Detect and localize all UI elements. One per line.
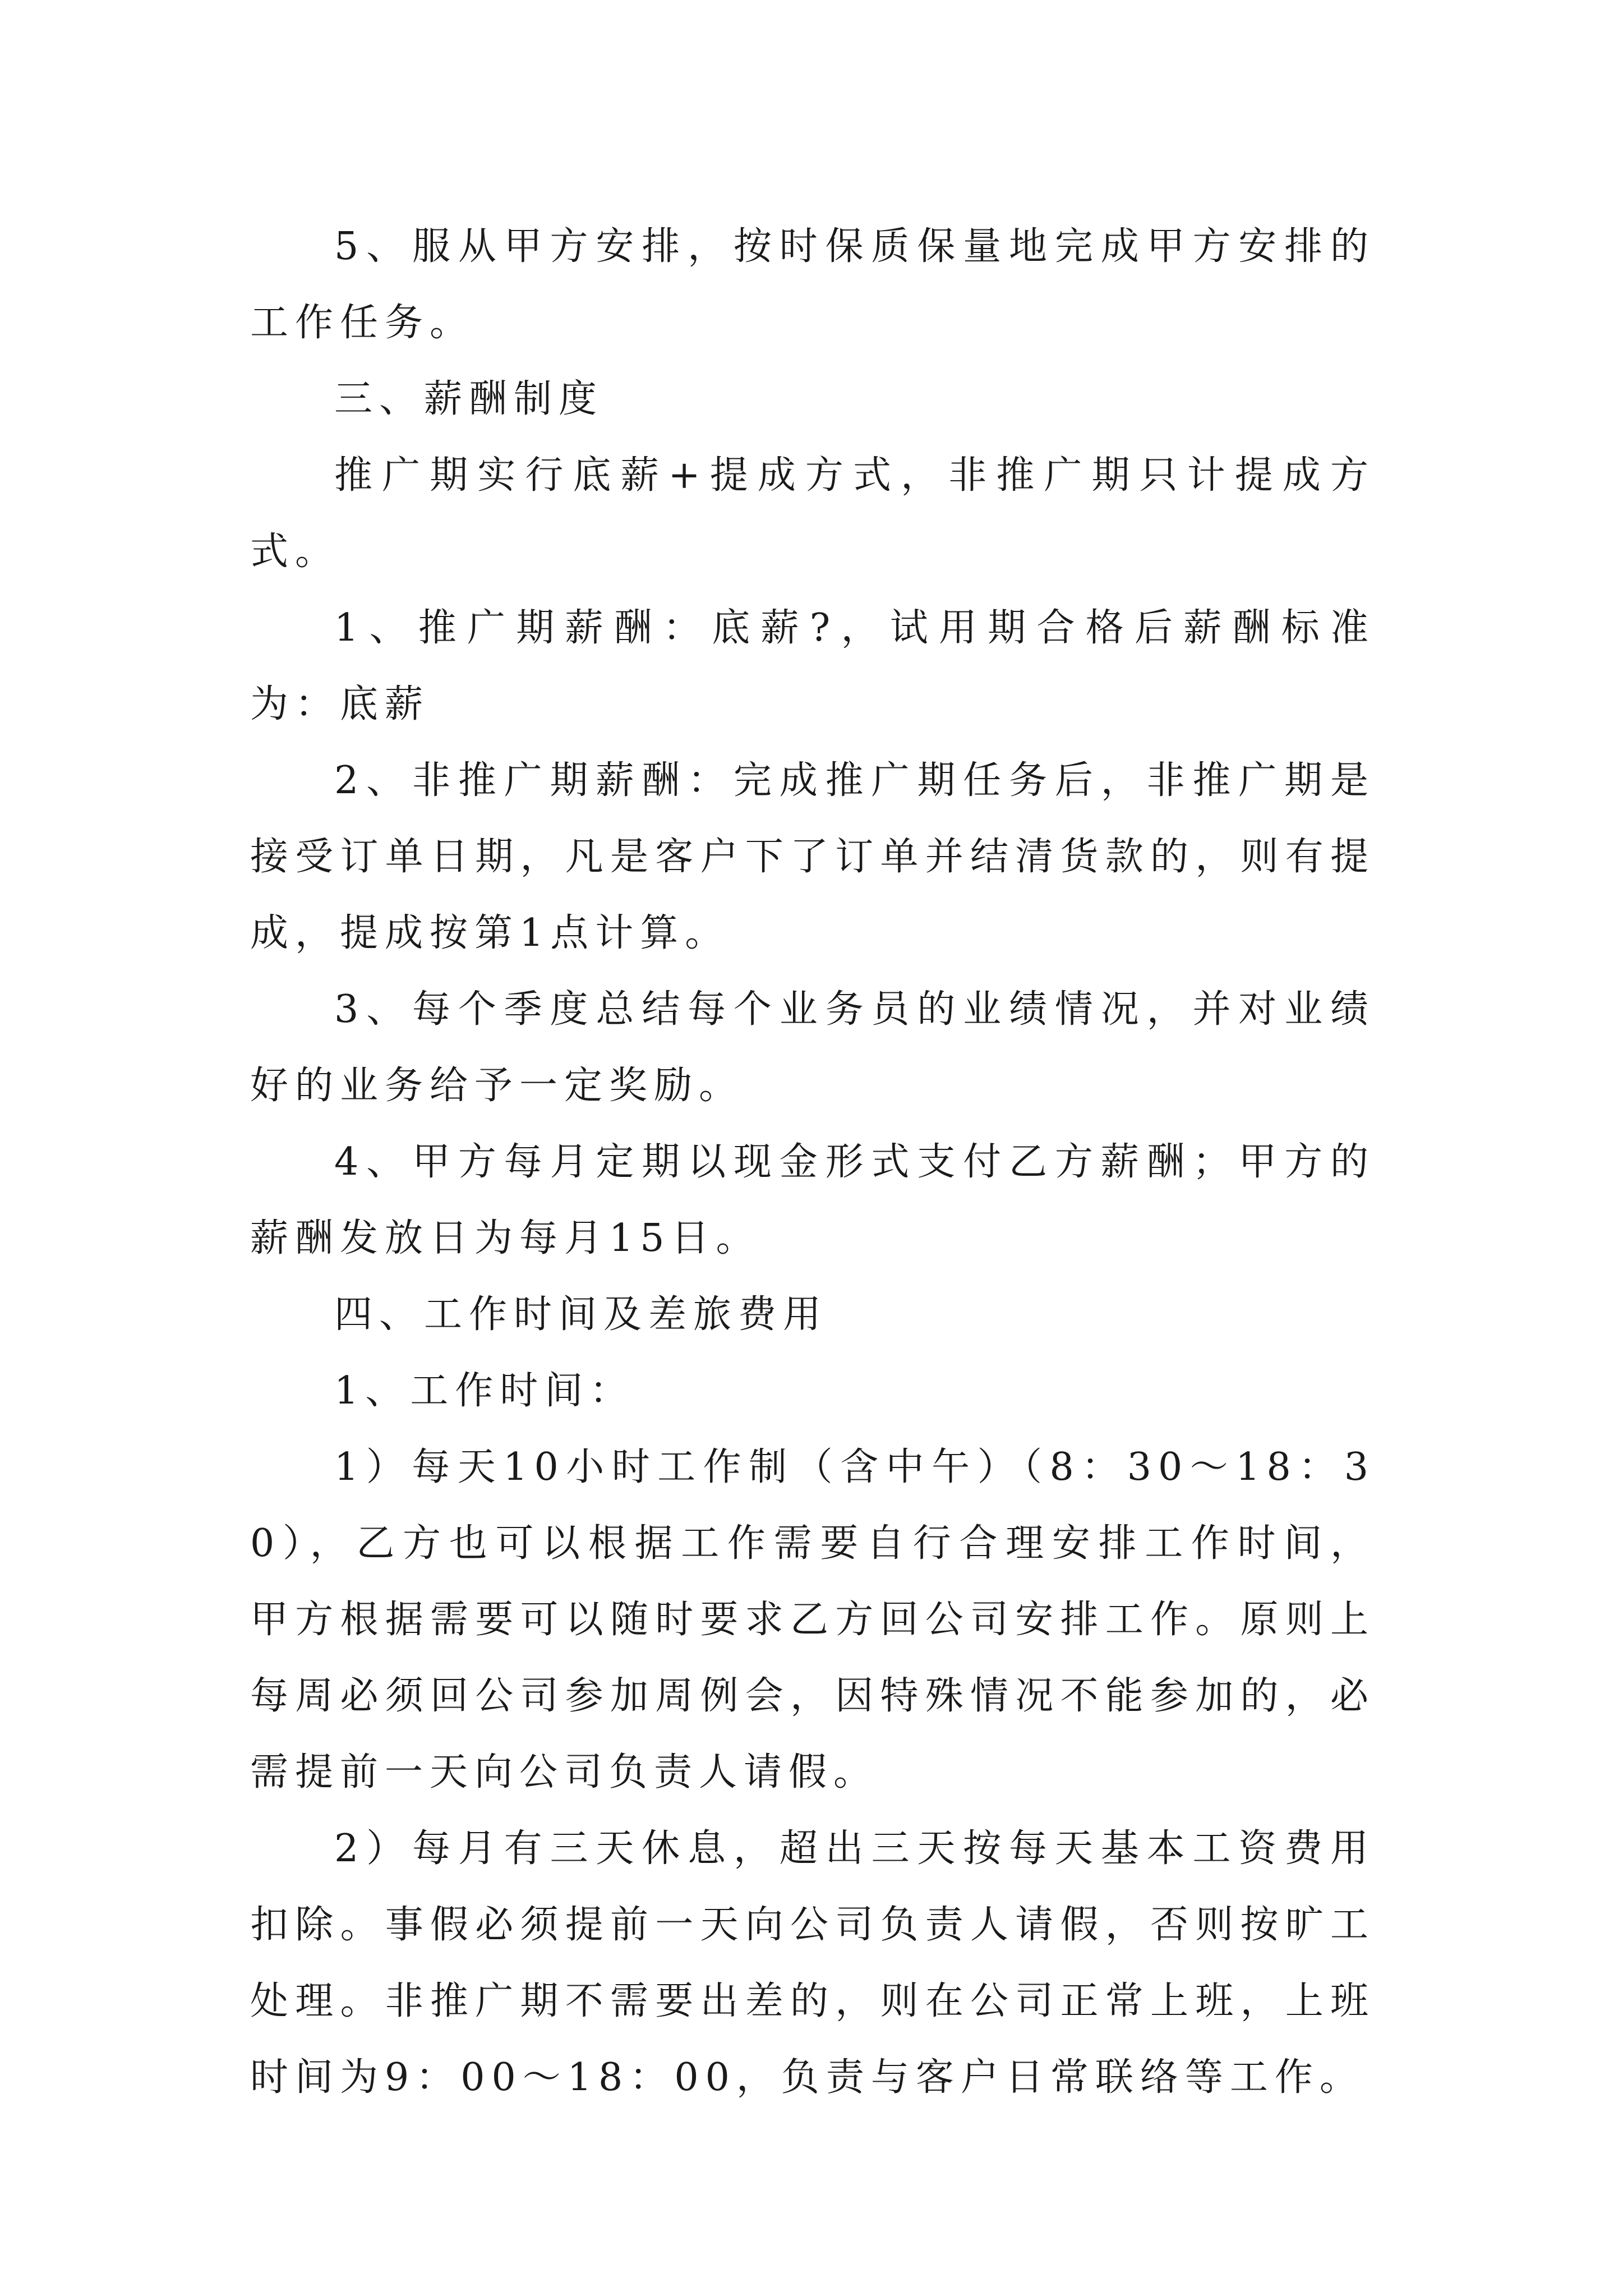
paragraph-work-time: 1、工作时间： [334,1369,635,1413]
paragraph-salary-3: 3、每个季度总结每个业务员的业绩情况，并对业绩好的业务给予一定奖励。 [250,987,1375,1108]
document-body [250,209,1375,2116]
paragraph-salary-1: 1、推广期薪酬：底薪?，试用期合格后薪酬标准为：底薪 [250,606,1375,726]
paragraph-salary-2: 2、非推广期薪酬：完成推广期任务后，非推广期是接受订单日期，凡是客户下了订单并结清货款的，则有提成，提成按第1点计算。 [250,758,1375,955]
paragraph-duty-5: 5、服从甲方安排，按时保质保量地完成甲方安排的工作任务。 [250,224,1375,345]
paragraph-salary-method: 推广期实行底薪+提成方式，非推广期只计提成方式。 [250,453,1375,574]
paragraph-work-time-2: 2）每月有三天休息，超出三天按每天基本工资费用扣除。事假必须提前一天向公司负责人请假，否则按旷工处理。非推广期不需要出差的，则在公司正常上班，上班时间为9：00～18：00，负责与客户日常联络等工作。 [250,1826,1375,2100]
heading-salary-system: 三、薪酬制度 [334,377,604,421]
heading-work-time-travel: 四、工作时间及差旅费用 [334,1292,828,1337]
paragraph-salary-4: 4、甲方每月定期以现金形式支付乙方薪酬；甲方的薪酬发放日为每月15日。 [250,1140,1375,1260]
paragraph-work-time-1: 1）每天10小时工作制（含中午）（8：30～18：30），乙方也可以根据工作需要自行合理安排工作时间，甲方根据需要可以随时要求乙方回公司安排工作。原则上每周必须回公司参加周例会，因特殊情况不能参加的，必需提前一天向公司负责人请假。 [250,1445,1375,1795]
